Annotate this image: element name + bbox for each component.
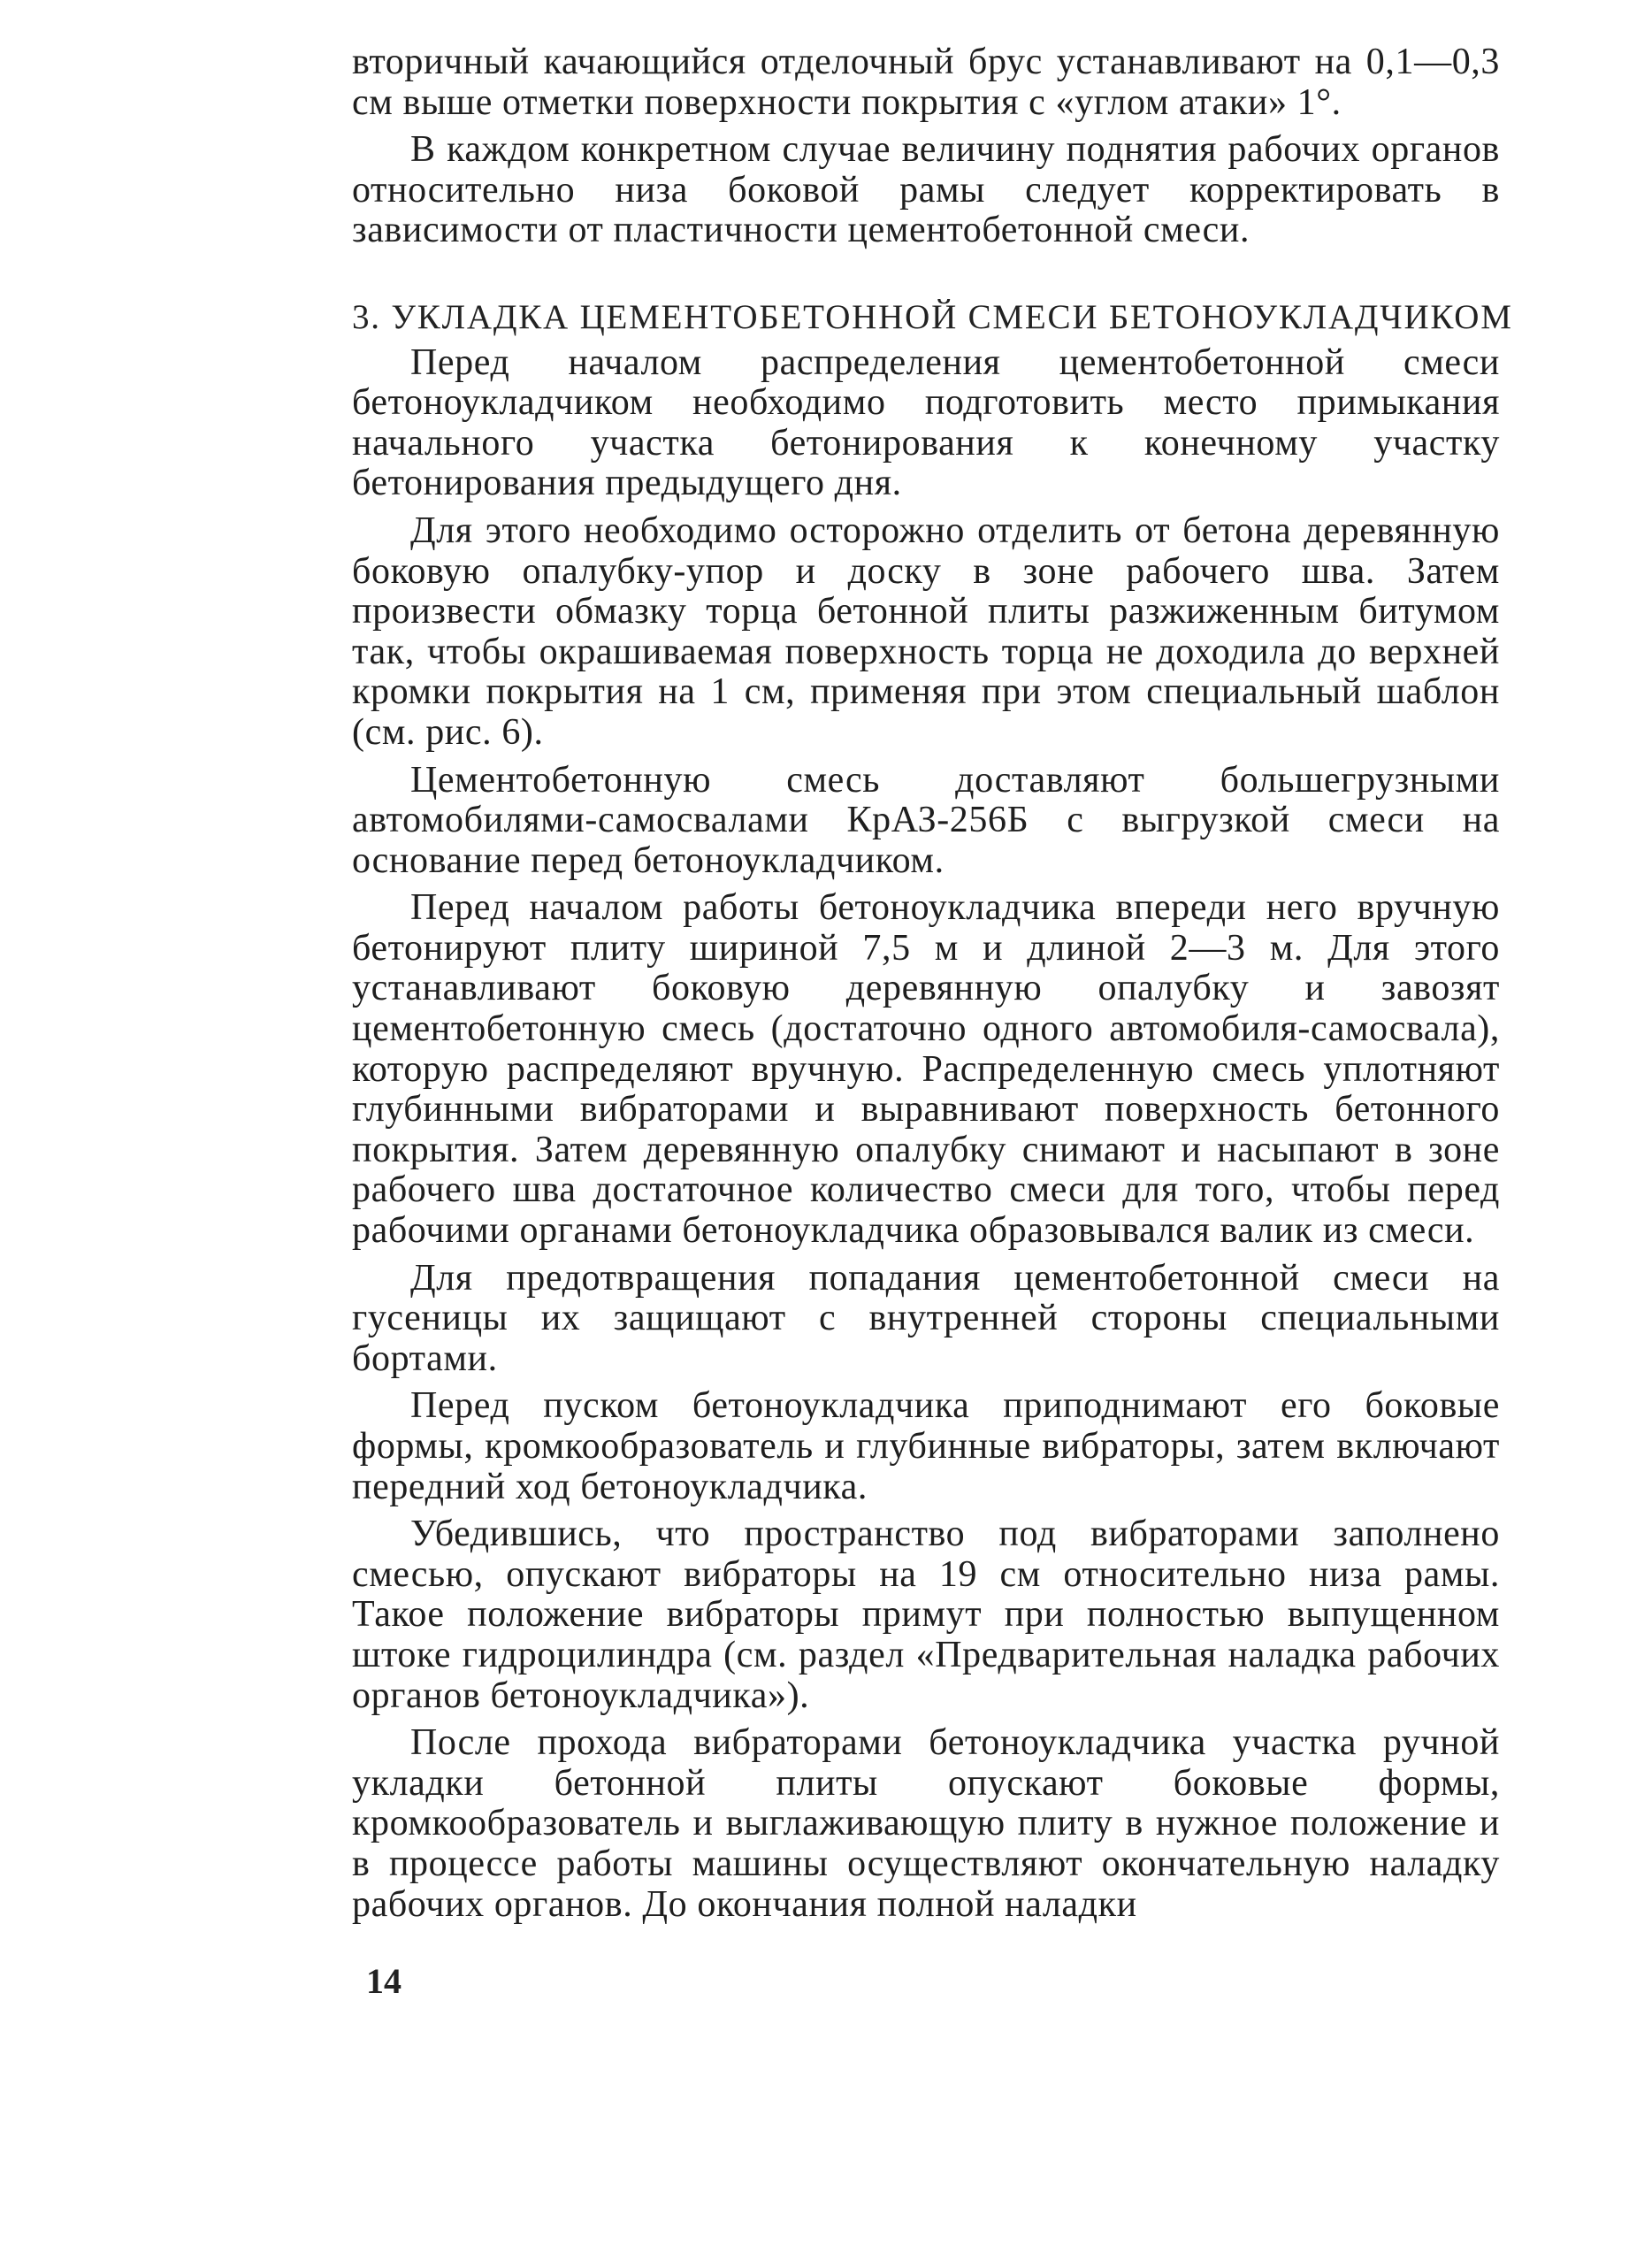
section-heading: 3. УКЛАДКА ЦЕМЕНТОБЕТОННОЙ СМЕСИ БЕТОНОУКЛАДЧИКОМ [352, 297, 1513, 336]
paragraph: Для этого необходимо осторожно отделить от бетона деревянную боковую опалубку-упор и доску в зоне рабочего шва. Затем произвести обмазку торца бетонной плиты разжиженным битумом так, чтобы окрашиваемая поверхность торца не доходила до верхней кромки покрытия на 1 см, применяя при этом специальный шаблон (см. рис. 6). [352, 510, 1500, 753]
paragraph: Цементобетонную смесь доставляют большегрузными автомобилями-самосвалами КрАЗ-256Б с выгрузкой смеси на основание перед бетоноукладчиком. [352, 759, 1500, 881]
paragraph: Перед началом распределения цементобетонной смеси бетоноукладчиком необходимо подготовить место примыкания начального участка бетонирования к конечному участку бетонирования предыдущего дня. [352, 341, 1500, 504]
page-number: 14 [366, 1961, 402, 2001]
paragraph-continuation: вторичный качающийся отделочный брус устанавливают на 0,1—0,3 см выше отметки поверхности покрытия с «углом атаки» 1°. [352, 42, 1500, 123]
paragraph: Перед пуском бетоноукладчика приподнимают его боковые формы, кромкообразователь и глубинные вибраторы, затем включают передний ход бетоноукладчика. [352, 1385, 1500, 1507]
paragraph: Перед началом работы бетоноукладчика впереди него вручную бетонируют плиту шириной 7,5 м и длиной 2—3 м. Для этого устанавливают боковую деревянную опалубку и завозят цементобетонную смесь (достаточно одного автомобиля-самосвала), которую распределяют вручную. Распределенную смесь уплотняют глубинными вибраторами и выравнивают поверхность бетонного покрытия. Затем деревянную опалубку снимают и насыпают в зоне рабочего шва достаточное количество смеси для того, чтобы перед рабочими органами бетоноукладчика образовывался валик из смеси. [352, 887, 1500, 1252]
paragraph: В каждом конкретном случае величину поднятия рабочих органов относительно низа боковой рамы следует корректировать в зависимости от пластичности цементобетонной смеси. [352, 129, 1500, 251]
text-column [352, 42, 1513, 1932]
paragraph: Убедившись, что пространство под вибраторами заполнено смесью, опускают вибраторы на 19 см относительно низа рамы. Такое положение вибраторы примут при полностью выпущенном штоке гидроцилиндра (см. раздел «Предварительная наладка рабочих органов бетоноукладчика»). [352, 1514, 1500, 1716]
paragraph: Для предотвращения попадания цементобетонной смеси на гусеницы их защищают с внутренней стороны специальными бортами. [352, 1257, 1500, 1379]
paragraph: После прохода вибраторами бетоноукладчика участка ручной укладки бетонной плиты опускают боковые формы, кромкообразователь и выглаживающую плиту в нужное положение и в процессе работы машины осуществляют окончательную наладку рабочих органов. До окончания полной наладки [352, 1722, 1500, 1925]
